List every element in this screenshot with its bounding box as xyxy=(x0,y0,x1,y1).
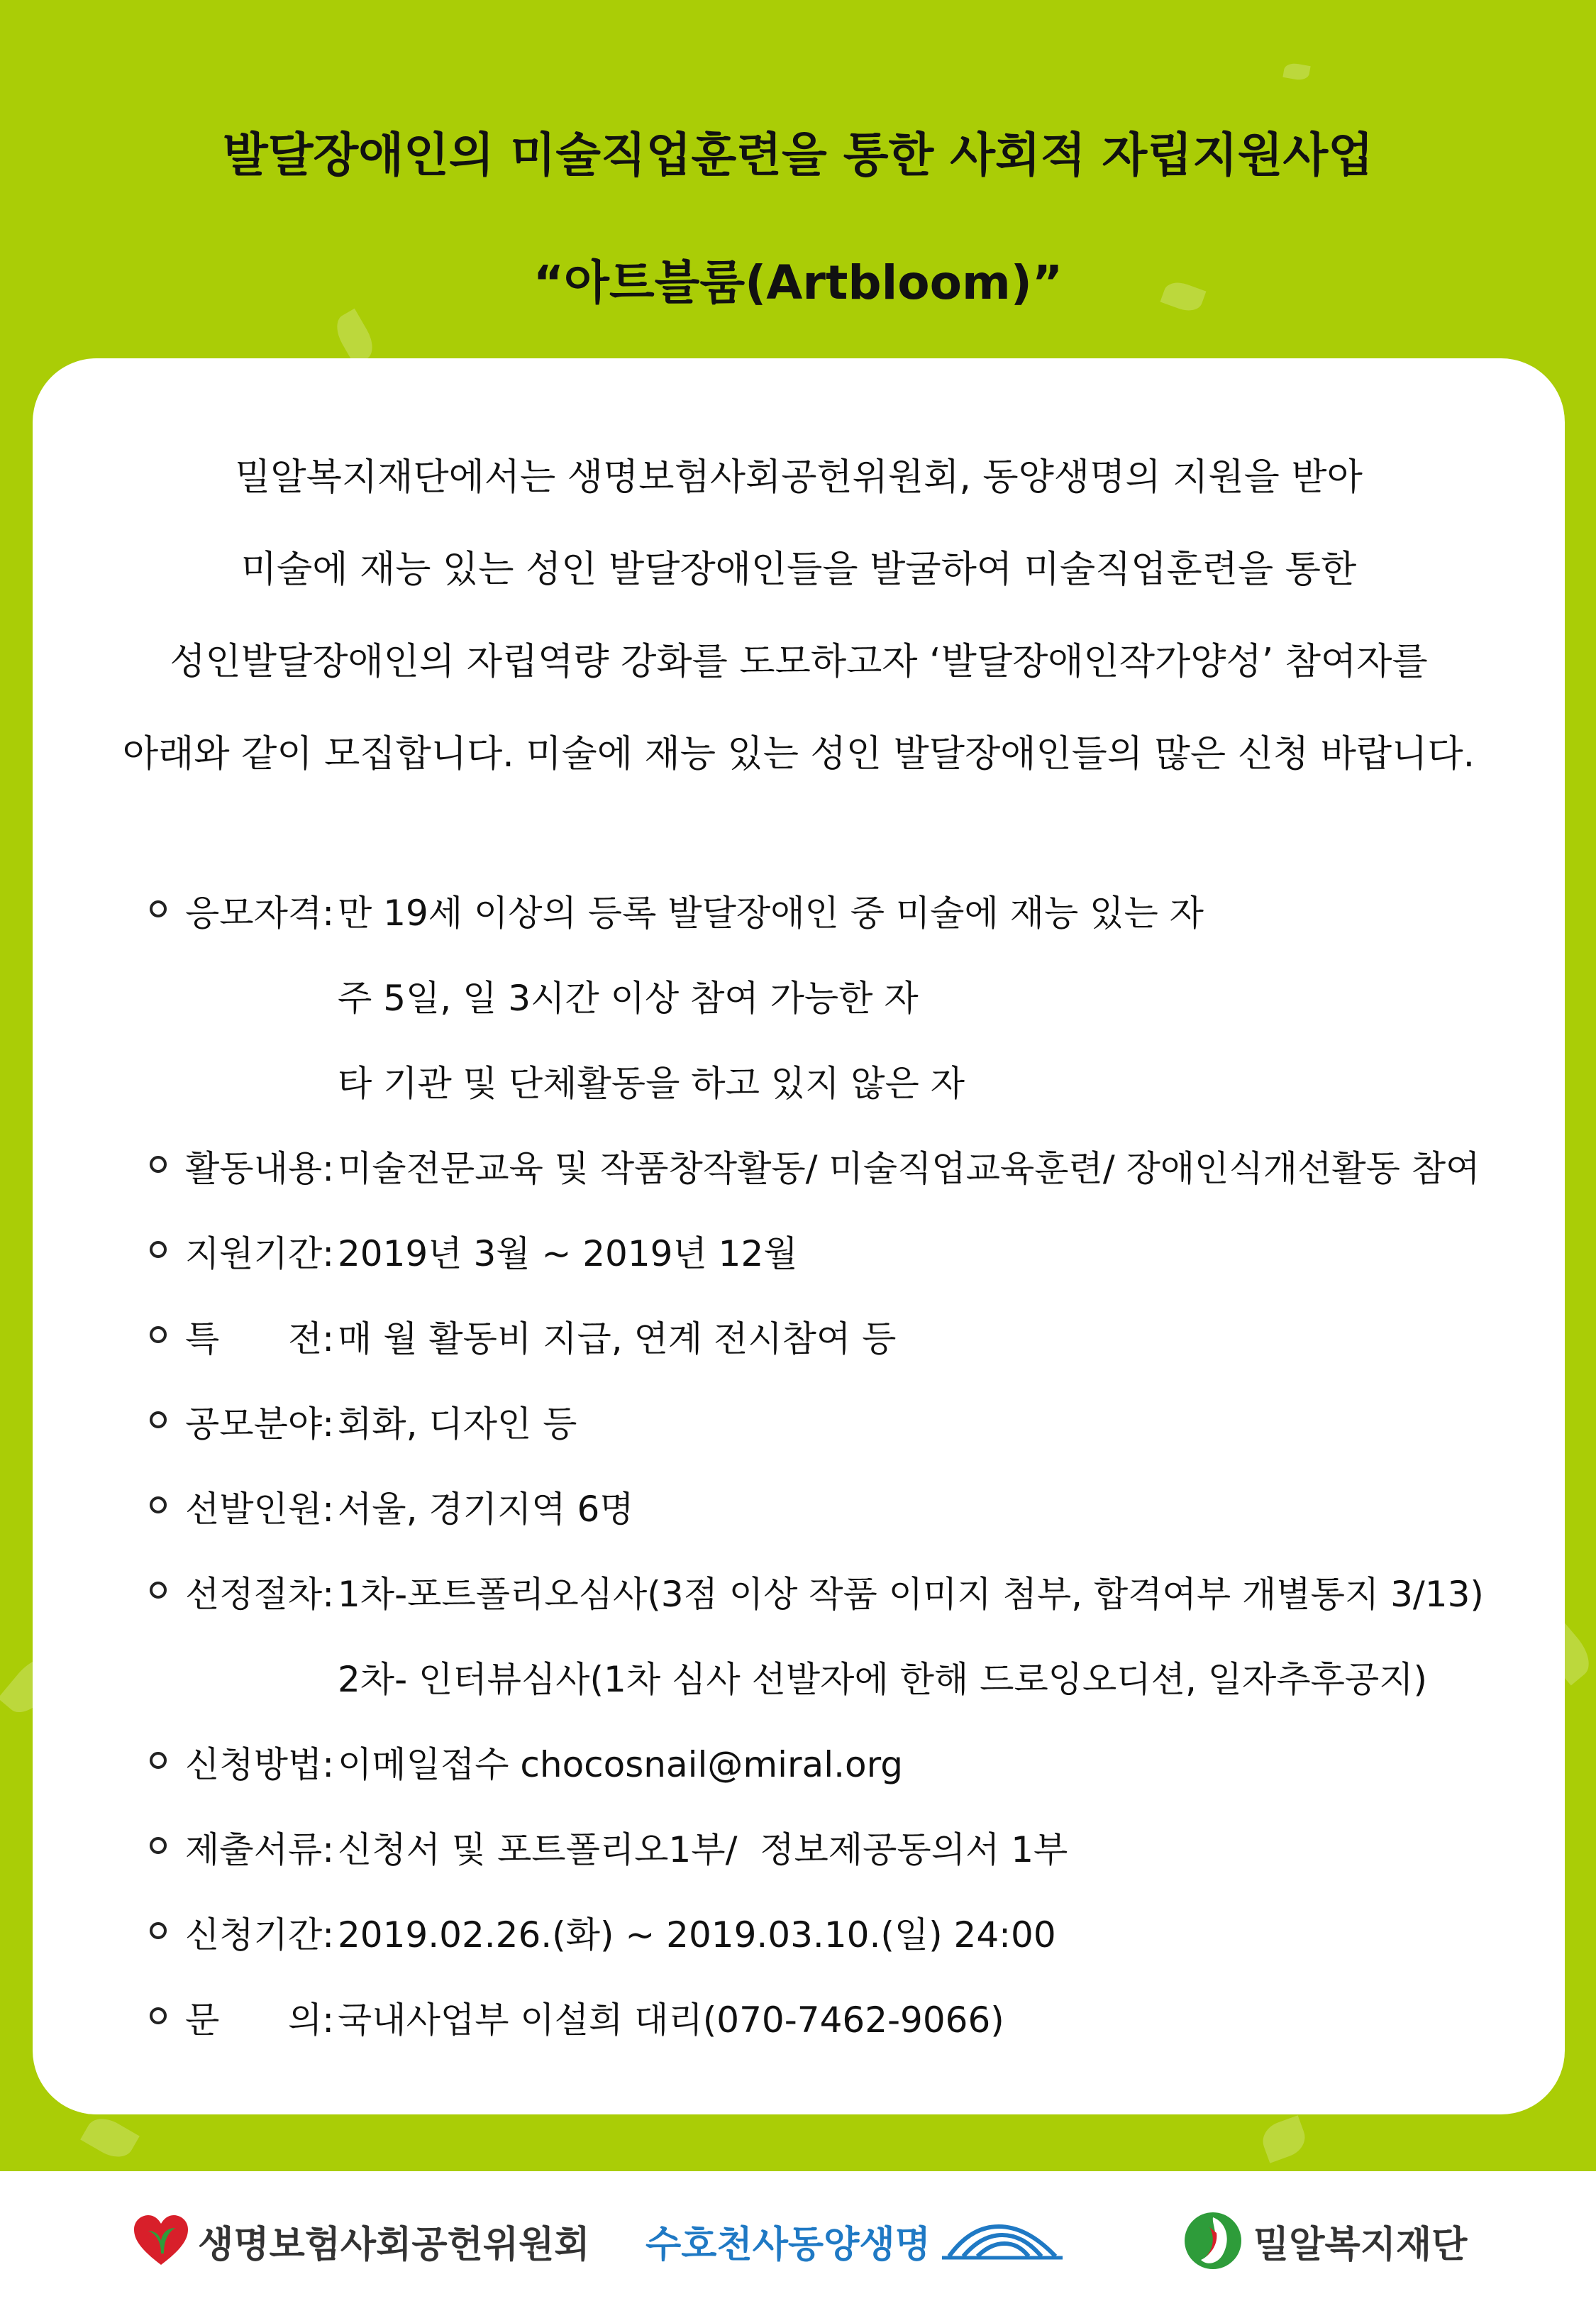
row-label: 신청방법: xyxy=(185,1744,335,1785)
page-title: 발달장애인의 미술직업훈련을 통한 사회적 자립지원사업 xyxy=(222,128,1374,182)
intro-line-3: 성인발달장애인의 자립역량 강화를 도모하고자 ‘발달장애인작가양성’ 참여자를 xyxy=(170,641,1428,683)
row-value: 1차-포트폴리오심사(3점 이상 작품 이미지 첨부, 합격여부 개별통지 3/13) xyxy=(338,1574,1484,1615)
row-value: 2019.02.26.(화) ~ 2019.03.10.(일) 24:00 xyxy=(338,1914,1056,1955)
logo-tongyang-life xyxy=(645,2212,1063,2269)
row-label: 선정절차: xyxy=(185,1574,335,1615)
logo-text: 수호천사동양생명 xyxy=(645,2223,931,2266)
row-value: 2019년 3월 ~ 2019년 12월 xyxy=(338,1233,798,1274)
row-label: 선발인원: xyxy=(185,1489,335,1530)
row-label: 신청기간: xyxy=(185,1914,335,1955)
row-value: 타 기관 및 단체활동을 하고 있지 않은 자 xyxy=(338,1063,965,1104)
leaf-decoration xyxy=(1258,2115,1309,2163)
circle-bullet-icon xyxy=(150,1837,167,1854)
circle-bullet-icon xyxy=(150,1496,167,1513)
row-value: 2차- 인터뷰심사(1차 심사 선발자에 한해 드로잉오디션, 일자추후공지) xyxy=(338,1659,1428,1700)
logo-miral-welfare xyxy=(1181,2212,1467,2269)
row-value: 미술전문교육 및 작품창작활동/ 미술직업교육훈련/ 장애인식개선활동 참여 xyxy=(338,1148,1480,1189)
logo-life-insurance-committee xyxy=(131,2212,590,2269)
wave-logo-icon xyxy=(942,2219,1063,2262)
row-value: 만 19세 이상의 등록 발달장애인 중 미술에 재능 있는 자 xyxy=(338,893,1204,934)
circle-bullet-icon xyxy=(150,1241,167,1258)
header xyxy=(0,0,1596,355)
row-value: 회화, 디자인 등 xyxy=(338,1403,577,1445)
footer-logos xyxy=(0,2171,1596,2306)
circle-bullet-icon xyxy=(150,1582,167,1599)
intro-line-1: 밀알복지재단에서는 생명보험사회공헌위원회, 동양생명의 지원을 받아 xyxy=(235,456,1363,499)
row-value: 매 월 활동비 지급, 연계 전시참여 등 xyxy=(338,1318,897,1359)
row-label: 문 xyxy=(185,1999,220,2041)
row-label: 특 xyxy=(185,1318,220,1359)
logo-text: 밀알복지재단 xyxy=(1253,2223,1468,2266)
content-card xyxy=(33,358,1565,2114)
circle-bullet-icon xyxy=(150,2007,167,2024)
row-label: 활동내용: xyxy=(185,1148,335,1189)
circle-bullet-icon xyxy=(150,1922,167,1939)
row-label: 공모분야: xyxy=(185,1403,335,1445)
circle-bullet-icon xyxy=(150,1411,167,1428)
intro-line-4: 아래와 같이 모집합니다. 미술에 재능 있는 성인 발달장애인들의 많은 신청 바랍니다. xyxy=(122,733,1475,776)
row-label: 응모자격: xyxy=(185,893,335,934)
circle-bullet-icon xyxy=(150,1752,167,1769)
row-value: 신청서 및 포트폴리오1부/ 정보제공동의서 1부 xyxy=(338,1829,1068,1870)
miral-logo-icon xyxy=(1181,2209,1245,2273)
circle-bullet-icon xyxy=(150,1326,167,1343)
row-label: 의: xyxy=(288,1999,335,2041)
row-label: 전: xyxy=(288,1318,335,1359)
circle-bullet-icon xyxy=(150,1156,167,1173)
intro-line-2: 미술에 재능 있는 성인 발달장애인들을 발굴하여 미술직업훈련을 통한 xyxy=(240,548,1357,591)
row-value: 국내사업부 이설희 대리(070-7462-9066) xyxy=(338,1999,1004,2041)
row-value: 이메일접수 chocosnail@miral.org xyxy=(338,1744,903,1785)
row-label: 제출서류: xyxy=(185,1829,335,1870)
row-label: 지원기간: xyxy=(185,1233,335,1274)
heart-logo-icon xyxy=(131,2212,191,2269)
circle-bullet-icon xyxy=(150,900,167,917)
row-value: 서울, 경기지역 6명 xyxy=(338,1489,634,1530)
row-value: 주 5일, 일 3시간 이상 참여 가능한 자 xyxy=(338,978,919,1019)
page-subtitle: “아트블룸(Artbloom)” xyxy=(533,255,1063,310)
logo-text: 생명보험사회공헌위원회 xyxy=(198,2223,590,2266)
leaf-decoration xyxy=(80,2112,140,2165)
